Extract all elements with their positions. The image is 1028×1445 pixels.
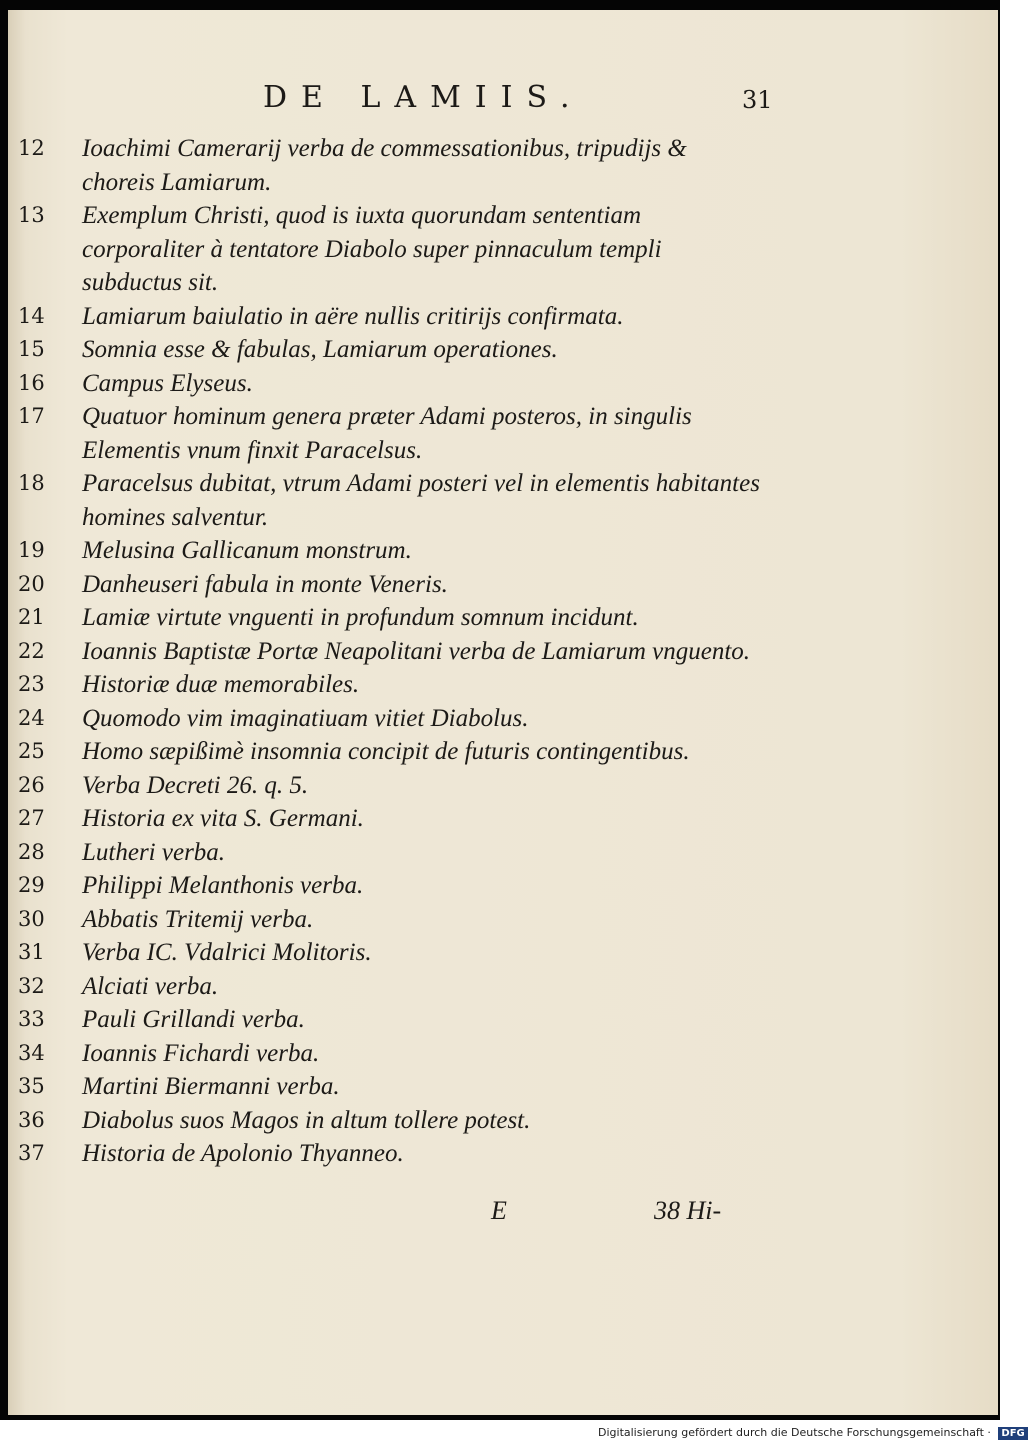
list-item (18, 903, 778, 937)
entry-text: Quatuor hominum genera præter Adami posteros, in singulis Elementis vnum finxit Paracelsus. (82, 403, 692, 464)
catchword: 38 Hi- (654, 1196, 722, 1225)
entry-number: 27 (18, 806, 45, 830)
list-item (18, 1003, 778, 1037)
list-item (18, 1104, 778, 1138)
entry-number: 25 (18, 739, 45, 763)
entry-text: Diabolus suos Magos in altum tollere potest. (82, 1106, 531, 1134)
entry-number: 35 (18, 1074, 45, 1098)
list-item (18, 300, 778, 334)
index-list (18, 132, 778, 1171)
list-item (18, 467, 778, 534)
list-item (18, 936, 778, 970)
entry-number: 33 (18, 1007, 45, 1031)
entry-number: 37 (18, 1141, 45, 1165)
entry-text: Ioannis Fichardi verba. (82, 1039, 320, 1067)
signature-mark: E (491, 1196, 507, 1225)
list-item (18, 735, 778, 769)
entry-number: 12 (18, 136, 45, 160)
entry-text: Historiæ duæ memorabiles. (82, 671, 360, 698)
entry-text: Lamiarum baiulatio in aëre nullis critirijs confirmata. (82, 302, 624, 330)
entry-number: 18 (18, 471, 45, 495)
list-item (18, 769, 778, 803)
entry-number: 17 (18, 404, 45, 428)
entry-number: 21 (18, 605, 45, 629)
entry-number: 32 (18, 973, 45, 998)
entry-number: 31 (18, 940, 45, 964)
entry-number: 34 (18, 1040, 45, 1065)
entry-text: Ioannis Baptistæ Portæ Neapolitani verba de Lamiarum vnguento. (82, 637, 751, 665)
entry-text: Historia de Apolonio Thyanneo. (82, 1140, 404, 1167)
list-item (18, 367, 778, 401)
entry-text: Martini Biermanni verba. (82, 1073, 340, 1100)
list-item (18, 1137, 778, 1171)
list-item (18, 702, 778, 736)
digitization-credit (598, 1426, 1028, 1440)
credit-text: Digitalisierung gefördert durch die Deutsche Forschungsgemeinschaft · (598, 1426, 991, 1439)
entry-text: Quomodo vim imaginatiuam vitiet Diabolus. (82, 704, 529, 732)
book-page (8, 10, 998, 1415)
entry-text: Ioachimi Camerarij verba de commessationibus, tripudijs & choreis Lamiarum. (82, 135, 687, 196)
entry-text: Melusina Gallicanum monstrum. (82, 537, 412, 564)
entry-number: 28 (18, 839, 45, 864)
list-item (18, 568, 778, 602)
entry-text: Danheuseri fabula in monte Veneris. (82, 570, 448, 598)
entry-text: Paracelsus dubitat, vtrum Adami posteri vel in elementis habitantes homines salventur. (82, 470, 760, 531)
list-item (18, 802, 778, 836)
entry-number: 14 (18, 303, 45, 328)
entry-number: 36 (18, 1107, 45, 1132)
list-item (18, 1037, 778, 1071)
entry-text: Campus Elyseus. (82, 369, 253, 397)
entry-number: 24 (18, 705, 45, 730)
entry-number: 22 (18, 638, 45, 663)
entry-text: Historia ex vita S. Germani. (82, 805, 364, 832)
list-item (18, 534, 778, 568)
entry-text: Lutheri verba. (82, 838, 226, 866)
entry-number: 26 (18, 772, 45, 797)
list-item (18, 1070, 778, 1104)
list-item (18, 400, 778, 467)
entry-number: 23 (18, 672, 45, 696)
entry-number: 16 (18, 370, 45, 395)
entry-text: Homo sæpißimè insomnia concipit de futuris contingentibus. (82, 738, 690, 765)
list-item (18, 869, 778, 903)
dfg-logo-icon: DFG (998, 1427, 1027, 1440)
entry-number: 29 (18, 873, 45, 897)
page-number: 31 (742, 86, 773, 114)
entry-text: Philippi Melanthonis verba. (82, 872, 364, 899)
entry-number: 30 (18, 906, 45, 931)
entry-text: Lamiæ virtute vnguenti in profundum somnum incidunt. (82, 604, 639, 631)
list-item (18, 132, 778, 199)
list-item (18, 601, 778, 635)
entry-text: Verba IC. Vdalrici Molitoris. (82, 939, 372, 966)
entry-text: Abbatis Tritemij verba. (82, 905, 314, 933)
list-item (18, 836, 778, 870)
entry-text: Pauli Grillandi verba. (82, 1006, 305, 1033)
entry-number: 19 (18, 538, 45, 562)
list-item (18, 635, 778, 669)
entry-text: Alciati verba. (82, 972, 219, 1000)
entry-text: Verba Decreti 26. q. 5. (82, 771, 309, 799)
list-item (18, 333, 778, 367)
entry-text: Somnia esse & fabulas, Lamiarum operationes. (82, 336, 558, 363)
entry-number: 15 (18, 337, 45, 361)
page-title: DE LAMIIS. (263, 80, 584, 115)
list-item (18, 970, 778, 1004)
entry-text: Exemplum Christi, quod is iuxta quorundam sententiam corporaliter à tentatore Diabolo super pinnaculum templi subductus sit. (82, 202, 662, 296)
entry-number: 20 (18, 571, 45, 596)
list-item (18, 668, 778, 702)
list-item (18, 199, 778, 300)
entry-number: 13 (18, 203, 45, 227)
